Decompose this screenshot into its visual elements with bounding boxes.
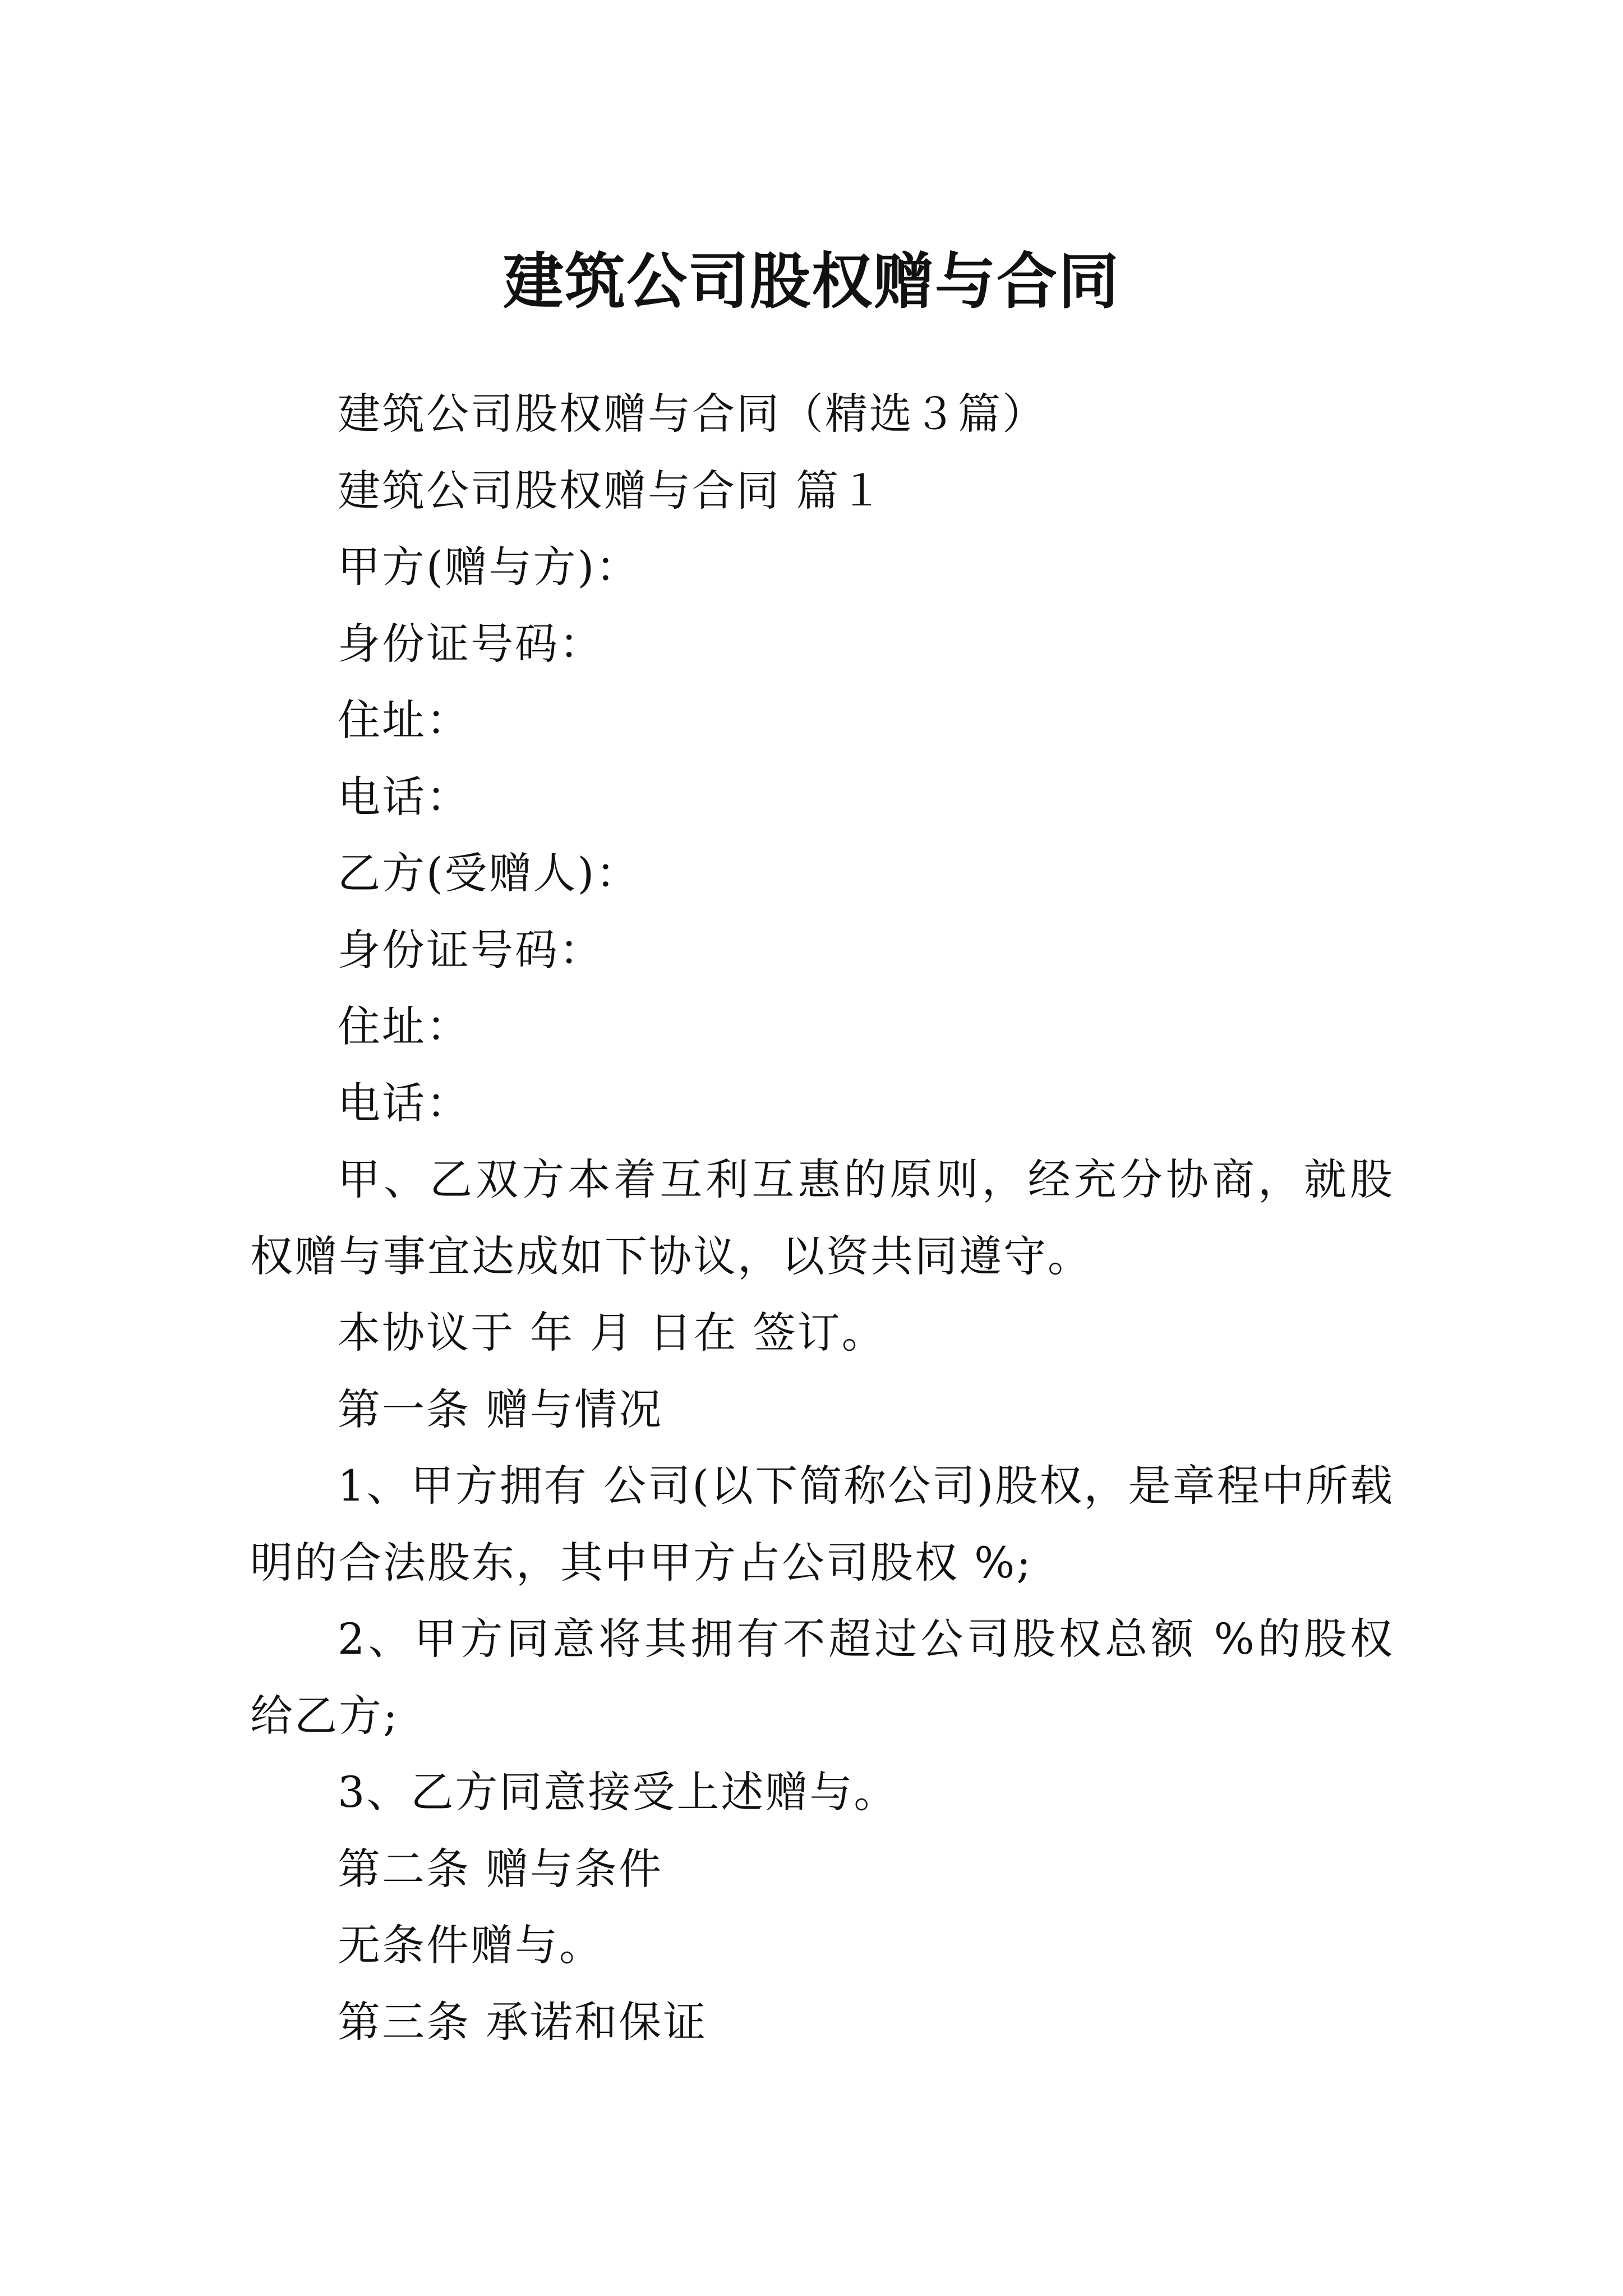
party-b-phone: 电话：: [338, 1078, 471, 1128]
article-3-heading: 第三条 承诺和保证: [338, 1996, 708, 2047]
party-a-address: 住址：: [338, 695, 471, 745]
article-2-heading: 第二条 赠与条件: [338, 1843, 663, 1894]
article-1-heading: 第一条 赠与情况: [338, 1384, 663, 1434]
party-b-id-number: 身份证号码：: [338, 924, 603, 975]
party-b-label: 乙方(受赠人)：: [338, 848, 640, 898]
party-a-label: 甲方(赠与方)：: [338, 542, 640, 592]
collection-heading: 建筑公司股权赠与合同（精选３篇）: [338, 389, 1046, 439]
party-a-phone: 电话：: [338, 771, 471, 822]
signing-paragraph: 本协议于 年 月 日在 签订。: [338, 1308, 886, 1358]
document-body: [250, 376, 1394, 2060]
contract-heading: 建筑公司股权赠与合同 篇１: [338, 465, 885, 516]
document-title: 建筑公司股权赠与合同: [502, 246, 1120, 318]
article-1-clause-3: 3、乙方同意接受上述赠与。: [338, 1767, 898, 1817]
preamble-paragraph: 甲、乙双方本着互利互惠的原则，经充分协商，就股权赠与事宜达成如下协议，以资共同遵守。: [250, 1154, 1394, 1281]
party-a-id-number: 身份证号码：: [338, 618, 603, 669]
article-1-clause-1: 1、甲方拥有 公司(以下简称公司)股权，是章程中所载明的合法股东，其中甲方占公司股权 %;: [250, 1461, 1394, 1588]
article-2-body: 无条件赠与。: [338, 1920, 603, 1970]
article-1-clause-2: 2、甲方同意将其拥有不超过公司股权总额 %的股权给乙方;: [250, 1614, 1394, 1741]
party-b-address: 住址：: [338, 1001, 471, 1051]
